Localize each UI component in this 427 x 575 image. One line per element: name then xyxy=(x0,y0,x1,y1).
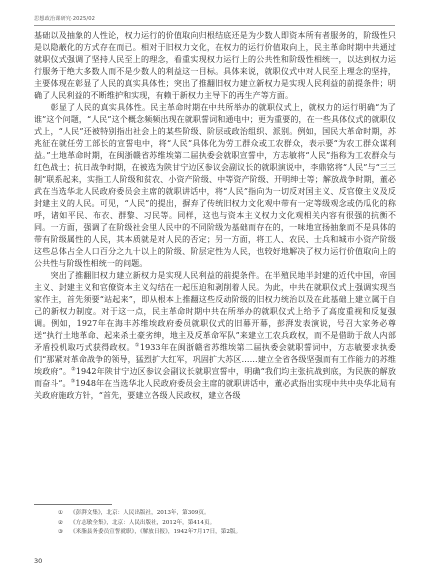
paragraph-3-part-1: 突出了推翻旧权力建立新权力是实现人民利益的前提条件。在半殖民地半封建的近代中国，帝国主义、封建主义和官僚资本主义勾结在一起压迫和剥削着人民。为此，中共在就职仪式上强调实现当家作主，首先须要“站起来”，即从根本上推翻这些反动阶级的旧权力统治以及在此基础上建立属于自己的新权力制度。对于这一点，民主革命时期中共在所举办的就职仪式上给予了高度重视和反复强调。例如，1927年在海丰苏维埃政府委员就职仪式的旧幕开幕，彭湃发表演说，号召大家务必尊送“执行土地革命、起来杀土豪劣绅，地主及反革命军队”来建立工农兵政权，而不是借助于敌人内部矛盾投机取巧式获得政权。 xyxy=(34,271,396,352)
paragraph-3-part-2: 1933年在闽浙赣省苏维埃第二届执委会就职誓词中，方志敏要求执委们“那紧对革命战争的领导，猛烈扩大红军，巩固扩大苏区……建立全省各级坚强而有工作能力的苏维埃政府”。 xyxy=(34,343,396,376)
paragraph-1: 基础以及抽象的人性论，权力运行的价值取向归根结底还是为少数人即资本所有者服务的，阶级性只是以隐蔽化的方式存在而已。相对于旧权力文化，在权力的运行价值取向上，民主革命时期中共通过就职仪式强调了坚持人民至上的理念，看重实现权力运行上的公共性和阶级性相统一，以达到权力运行服务于绝大多数人而不是少数人的利益这一目标。具体来说，就职仪式中对人民至上理念的坚持，主要体现在彰显了人民的真实具体性；突出了推翻旧权力建立新权力是实现人民利益的前提条件；明确了人民利益的不断维护和实现，有赖于新权力主导下的再生产等方面。 xyxy=(34,31,396,100)
footnote-text: 《彭湃文集》，北京：人民出版社，2013年，第309页。 xyxy=(70,510,210,516)
footnote-2 xyxy=(58,519,388,529)
footnote-1 xyxy=(58,509,388,519)
paragraph-3 xyxy=(34,270,396,402)
paragraph-3-part-4: 1948年在当选华北人民政府委员会主席的就职讲话中，董必武指出实现中共中央华北局有关政府施政方针，“首先，要建立各级人民政权，建立各级 xyxy=(34,379,396,400)
header-rule xyxy=(34,25,395,26)
article-body xyxy=(34,30,396,402)
footnote-ref-1: ① xyxy=(134,342,140,349)
footnote-rule xyxy=(34,504,112,505)
footnote-text: 《方志敏全集》，北京：人民出版社，2012年，第414页。 xyxy=(70,519,216,526)
footnotes xyxy=(58,509,388,538)
paragraph-2: 彰显了人民的真实具体性。民主革命时期在中共所举办的就职仪式上，就权力的运行明确“为了谁”这个问题，“人民”这个概念频频出现在就职誓词和通电中；更为重要的，在一些具体仪式的就职仪式上，“人民”还被特别指出社会上的某些阶级、阶层或政治组织、派别。例如，国民大革命时期，苏兆征在就任劳工部长的宣誓电中，将“人民”具体化为劳工群众或工农群众，表示要“为农工群众谋利益。”土地革命时期，在闽浙赣省苏维埃第二届执委会就职宣誓中，方志敏将“人民”指称为工农群众与红色战士；抗日战争时期，在被选为陕甘宁边区参议会副议长的就职演说中，李鼎铭将“人民”与“三三制”联系起来，实指工人阶级和贫农、小资产阶级、中等资产阶级、开明绅士等；解放战争时期，董必武在当选华北人民政府委员会主席的就职讲话中，将“人民”指向为一切反对国主义、反官僚主义及反封建主义的人民。可见，“人民”的提出，摒弃了传统旧权力文化观中带有一定等级观念或仍瓜化的称呼，诸如平民、布衣、群黎、习民等。同样，这也与资本主义权力文化观相关内容有很强的抗衡不同。一方面，强调了在阶级社会里人民中的不同阶级为基础而存在的，一味地宣扬抽象而不是具体的带有阶级属性的人民，其本质就是对人民的否定；另一方面，将工人、农民、士兵和城市小资产阶级这些总体占全人口百分之九十以上的阶级、阶层定性为人民，也较好地解决了权力运行价值取向上的公共性与阶级性相统一的问题。 xyxy=(34,103,396,268)
footnote-number: ③ xyxy=(58,529,64,535)
footnote-number: ② xyxy=(58,519,64,526)
footnote-3 xyxy=(58,528,388,538)
page-number: 30 xyxy=(34,557,43,565)
footnote-number: ① xyxy=(58,510,64,516)
page-header: 思想政治课研究·2025/02 xyxy=(34,16,96,22)
footnote-text: 《米脂县务委员宣誓就职》，《解放日报》，1942年7月17日，第2版。 xyxy=(70,529,242,535)
footnote-ref-2: ② xyxy=(71,366,76,373)
paragraph-3-part-3: 1942年陕甘宁边区参议会副议长就职宣誓中，明确“我们均主张抗战到底，为民族的解放而奋斗”。 xyxy=(34,367,396,388)
footnote-ref-3: ③ xyxy=(70,378,76,385)
